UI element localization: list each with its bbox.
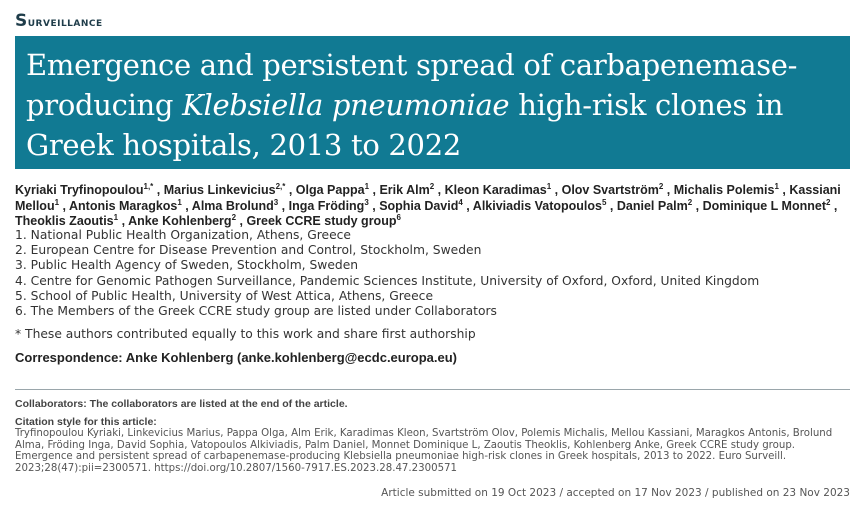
author-affiliation-marker: 2 [826, 197, 831, 207]
author [674, 183, 779, 197]
author [473, 199, 607, 213]
author-affiliation-marker: 1 [364, 181, 370, 191]
affiliation-item: 4. Centre for Genomic Pathogen Surveillance, Pandemic Sciences Institute, University of Oxford, Oxford, United Kingdom [15, 273, 760, 288]
title-banner [15, 36, 850, 169]
author-affiliation-marker: 2,* [275, 181, 286, 191]
author-name: Alkiviadis Vatopoulos [472, 198, 602, 213]
affiliation-item: 3. Public Health Agency of Sweden, Stockholm, Sweden [15, 258, 359, 273]
author-name: Michalis Polemis [673, 183, 775, 197]
author [703, 199, 831, 213]
affiliation-list [15, 228, 855, 319]
author-affiliation-marker: 1,* [143, 181, 154, 191]
author-affiliation-marker: 1 [54, 197, 60, 207]
author [15, 214, 118, 228]
author-name: Daniel Palm [616, 198, 688, 213]
author-affiliation-marker: 5 [602, 197, 607, 207]
author [617, 199, 692, 213]
author-affiliation-marker: 2 [687, 197, 693, 207]
author-affiliation-marker: 3 [273, 197, 279, 207]
affiliation-item: 2. European Centre for Disease Prevention and Control, Stockholm, Sweden [15, 243, 482, 258]
author-affiliation-marker: 1 [546, 181, 552, 191]
author-affiliation-marker: 1 [177, 197, 182, 207]
title-part-2: high-risk clones in Greek hospitals, 2013 to 2022 [26, 88, 784, 162]
section-label-rest: urveillance [27, 15, 103, 30]
article-title [26, 45, 840, 165]
author [289, 199, 369, 213]
author [246, 214, 400, 228]
author [69, 199, 182, 213]
author-affiliation-marker: 4 [458, 197, 463, 207]
author-name: Kyriaki Tryfinopoulou [15, 183, 144, 197]
author [379, 183, 434, 197]
author [128, 214, 236, 228]
author [379, 199, 463, 213]
author-affiliation-marker: 2 [658, 181, 664, 191]
author-name: Erik Alm [379, 183, 430, 197]
author-name: Dominique L Monnet [702, 198, 826, 213]
title-species-name: Klebsiella pneumoniae [182, 88, 510, 122]
section-divider [15, 389, 850, 390]
author [164, 183, 286, 197]
author-affiliation-marker: 3 [364, 197, 369, 207]
author-name: Theoklis Zaoutis [15, 214, 114, 228]
author [296, 183, 369, 197]
author [445, 183, 552, 197]
affiliation-item: 5. School of Public Health, University of West Attica, Athens, Greece [15, 288, 434, 303]
author-name: Kleon Karadimas [444, 183, 547, 197]
author-affiliation-marker: 1 [113, 212, 119, 222]
author-name: Greek CCRE study group [246, 214, 397, 228]
author [15, 183, 153, 197]
author-list: Kyriaki Tryfinopoulou$^{1,*}$ , Marius Linkevicius$^{2,*}$ , Olga Pappa$^1$ , Erik Alm$^2$ , Kleon Karadimas$^1$ , Olov Svartström$^2$ , Michalis Polemis$^1$ , Kassiani Mellou$^1$ , Antonis Maragkos$^1$ , Alma Brolund$^3$ , Inga Fröding$^3$ , Sophia David$^4$ , Alkiviadis Vatopoulos$^5$ , Daniel Palm$^2$ , Dominique L Monnet$^2$ , Theoklis Zaoutis$^1$ , Anke Kohlenberg$^2$ , Greek CCRE study group$^6$ [15, 181, 841, 228]
author-affiliation-marker: 2 [429, 181, 435, 191]
section-label-initial: S [15, 11, 28, 31]
author-name: Kassiani Mellou [15, 183, 841, 213]
author-affiliation-marker: 1 [774, 181, 779, 191]
author-name: Olga Pappa [295, 183, 365, 197]
section-label [15, 11, 103, 31]
correspondence-line: Correspondence: Anke Kohlenberg (anke.kohlenberg@ecdc.europa.eu) [15, 350, 458, 365]
author-name: Anke Kohlenberg [128, 214, 232, 228]
citation-text: Tryfinopoulou Kyriaki, Linkevicius Marius, Pappa Olga, Alm Erik, Karadimas Kleon, Svartström Olov, Polemis Michalis, Mellou Kassiani, Maragkos Antonis, Brolund Alma, Fröding Inga, David Sophia, Vatopoulos Alkiviadis, Palm Daniel, Monnet Dominique L, Zaoutis Theoklis, Kohlenberg Anke, Greek CCRE study group. Emergence and persistent spread of carbapenemase-producing Klebsiella pneumoniae high-risk clones in Greek hospitals, 2013 to 2022. Euro Surveill. 2023;28(47):pii=2300571. https://doi.org/10.2807/1560-7917.ES.2023.28.47.2300571 [15, 428, 833, 474]
affiliation-item: 6. The Members of the Greek CCRE study group are listed under Collaborators [15, 304, 497, 319]
author-affiliation-marker: 2 [231, 212, 237, 222]
author-name: Inga Fröding [288, 198, 365, 213]
article-dates: Article submitted on 19 Oct 2023 / accepted on 17 Nov 2023 / published on 23 Nov 2023 [381, 487, 850, 499]
author [562, 183, 664, 197]
collaborators-note: Collaborators: The collaborators are listed at the end of the article. [15, 398, 348, 410]
author-affiliation-marker: 6 [396, 212, 401, 222]
author [192, 199, 278, 213]
title-part-1: Emergence and persistent spread of carbapenemase-producing [26, 48, 798, 122]
author-name: Alma Brolund [191, 198, 274, 213]
author-name: Olov Svartström [561, 183, 659, 197]
author-name: Antonis Maragkos [69, 198, 178, 213]
affiliation-item: 1. National Public Health Organization, Athens, Greece [15, 228, 351, 242]
citation-heading: Citation style for this article: [15, 416, 157, 428]
equal-contribution-note: * These authors contributed equally to this work and share first authorship [15, 327, 476, 341]
author-name: Sophia David [379, 198, 459, 213]
author-name: Marius Linkevicius [163, 183, 276, 197]
